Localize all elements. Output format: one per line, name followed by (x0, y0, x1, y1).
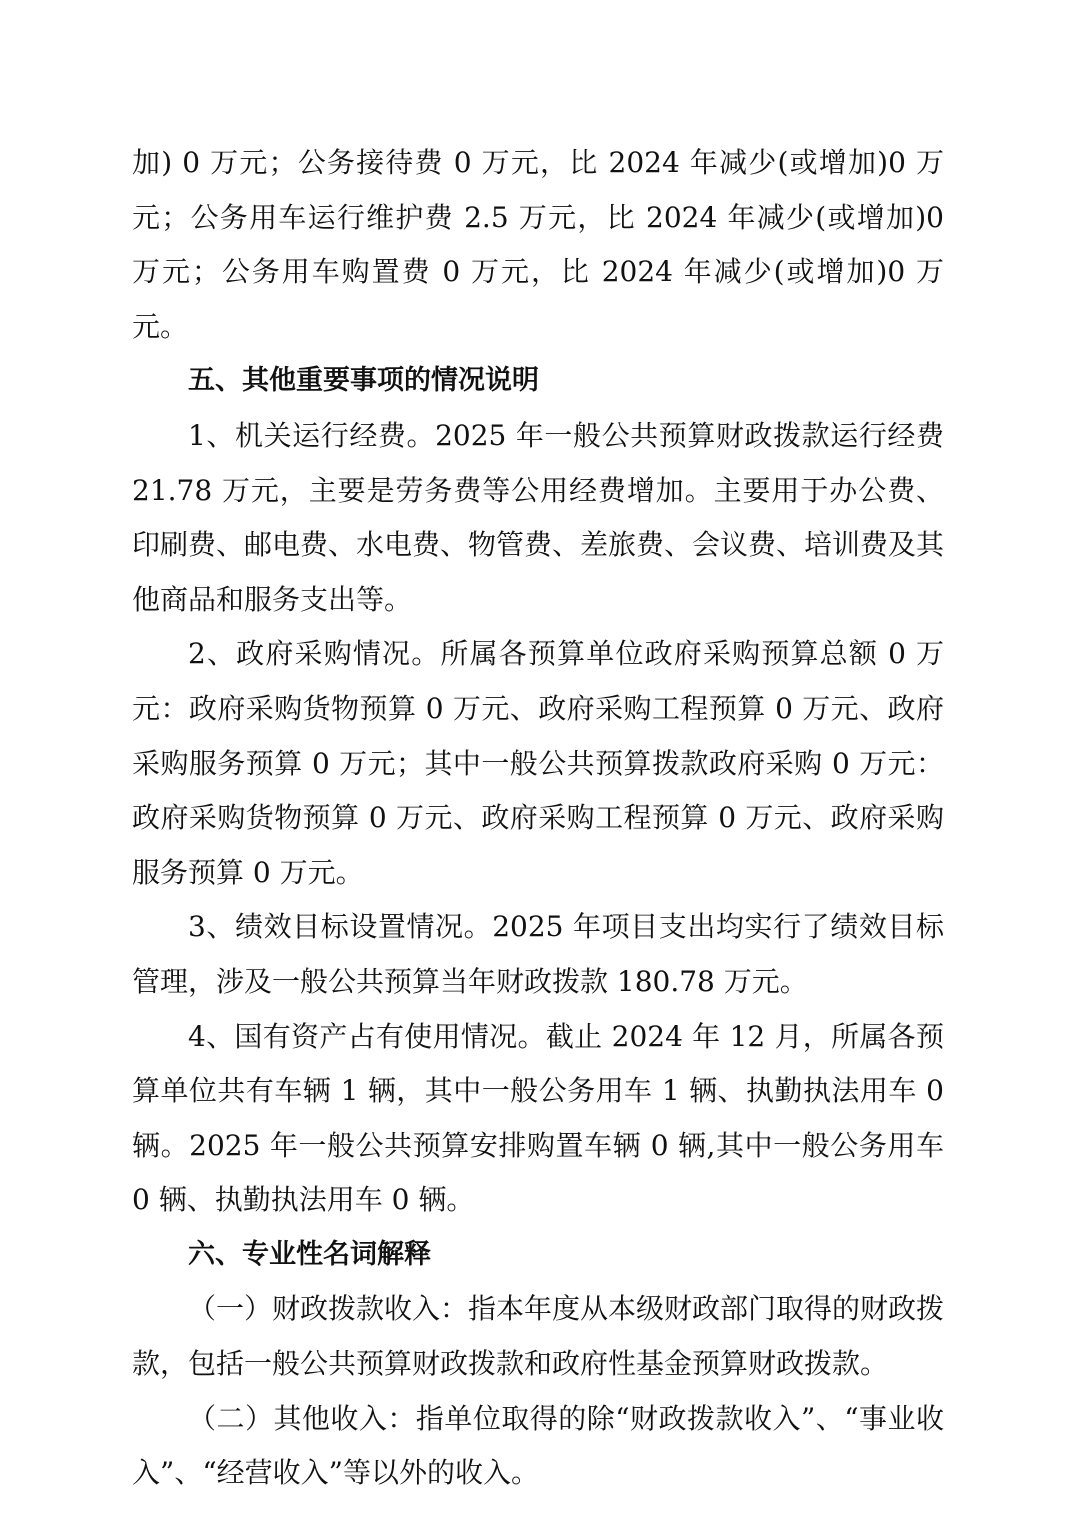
section-heading-other-matters: 五、其他重要事项的情况说明 (188, 365, 539, 397)
paragraph-performance-targets: 3、绩效目标设置情况。2025 年项目支出均实行了绩效目标管理，涉及一般公共预算当年财政拨款 180.78 万元。 (132, 910, 944, 998)
paragraph-government-procurement: 2、政府采购情况。所属各预算单位政府采购预算总额 0 万元：政府采购货物预算 0 万元、政府采购工程预算 0 万元、政府采购服务预算 0 万元；其中一般公共预算拨款政府采购 0 万元：政府采购货物预算 0 万元、政府采购工程预算 0 万元、政府采购服务预算 0 万元。 (132, 637, 944, 889)
paragraph-operating-expenses: 1、机关运行经费。2025 年一般公共预算财政拨款运行经费 21.78 万元，主要是劳务费等公用经费增加。主要用于办公费、印刷费、邮电费、水电费、物管费、差旅费、会议费、培训费及其他商品和服务支出等。 (132, 418, 945, 616)
paragraph-state-assets: 4、国有资产占有使用情况。截止 2024 年 12 月，所属各预算单位共有车辆 1 辆，其中一般公务用车 1 辆、执勤执法用车 0 辆。2025 年一般公共预算安排购置车辆 0 辆,其中一般公务用车 0 辆、执勤执法用车 0 辆。 (132, 1019, 944, 1217)
document-body (132, 136, 944, 1501)
section-heading-terms: 六、专业性名词解释 (188, 1238, 431, 1270)
paragraph-term-other-income: （二）其他收入：指单位取得的除“财政拨款收入”、“事业收入”、“经营收入”等以外的收入。 (132, 1401, 944, 1490)
paragraph-term-fiscal-allocation: （一）财政拨款收入：指本年度从本级财政部门取得的财政拨款，包括一般公共预算财政拨款和政府性基金预算财政拨款。 (132, 1292, 945, 1381)
paragraph-continuation: 加) 0 万元；公务接待费 0 万元，比 2024 年减少(或增加)0 万元；公务用车运行维护费 2.5 万元，比 2024 年减少(或增加)0 万元；公务用车购置费 0 万元，比 2024 年减少(或增加)0 万元。 (132, 146, 944, 343)
